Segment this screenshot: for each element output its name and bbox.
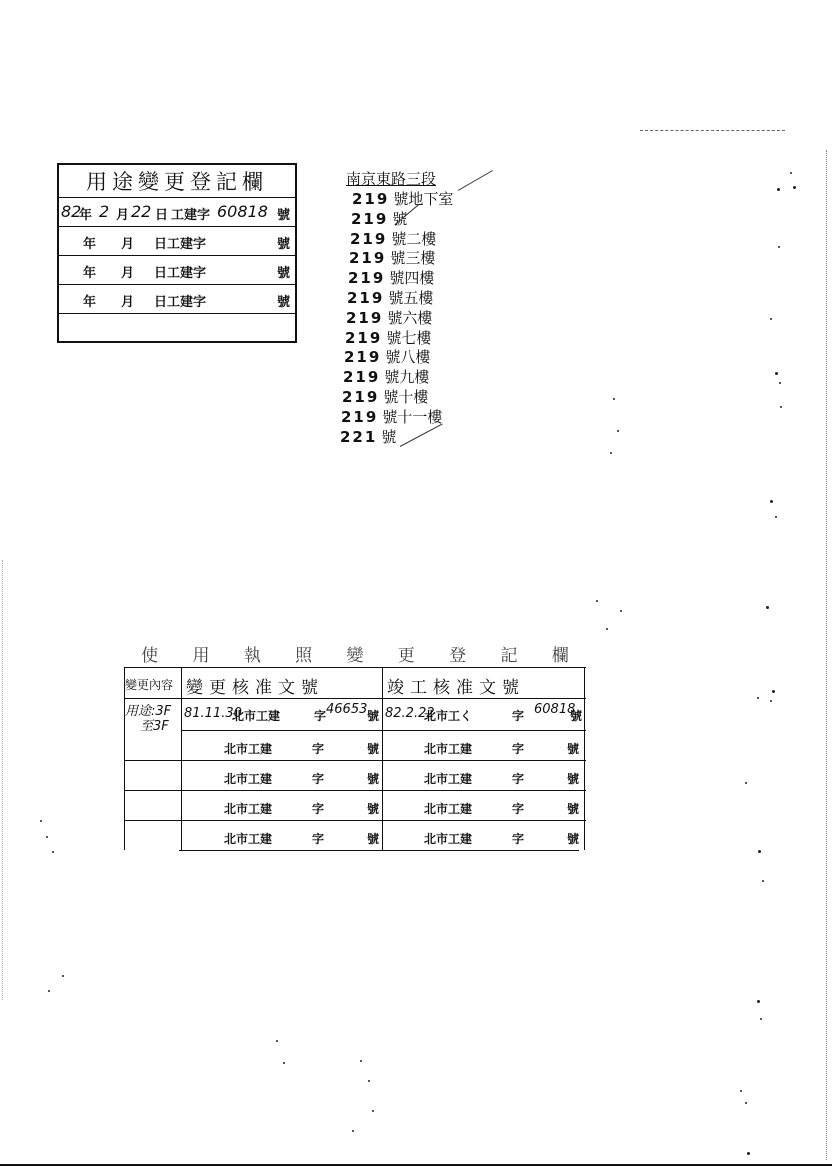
title-char: 欄 [551,646,569,666]
blank-number-unit: 號 [277,266,291,281]
blank-hao: 號 [567,742,580,756]
blank-zi: 字 [312,832,325,846]
address-floor: 號三樓 [390,249,436,268]
address-entry [343,366,429,387]
scan-speck [747,1152,750,1155]
completion-number: 60818 [534,702,576,717]
blank-zi: 字 [512,772,525,786]
blank-hao: 號 [567,802,580,816]
header-change-approval: 變更核准文號 [186,678,324,698]
blank-number-unit: 號 [277,295,291,310]
blank-office: 北市工建 [424,772,473,786]
address-floor: 號十樓 [383,388,429,406]
scan-speck [620,610,622,612]
blank-hao: 號 [367,832,380,846]
scan-speck [606,628,608,630]
address-floor: 號五樓 [388,289,434,307]
blank-month-unit: 月 [121,266,135,281]
blank-month-unit: 月 [121,237,135,252]
scan-speck [775,516,777,518]
grid-line [124,820,586,821]
scan-speck [757,697,759,699]
blank-zi: 字 [312,802,325,816]
address-number: 219 [347,289,385,307]
blank-hao: 號 [367,742,380,756]
scan-speck [779,382,781,384]
address-number: 219 [352,190,390,208]
grid-line [382,668,383,850]
blank-office: 北市工建 [224,742,273,756]
grid-line [181,668,182,850]
address-entry [351,208,407,229]
address-number: 219 [345,328,383,347]
scan-speck [610,452,612,454]
title-char: 登 [449,646,467,666]
scan-speck [352,1130,354,1132]
address-entry [349,247,435,268]
address-entry [342,386,428,407]
address-number: 219 [342,388,380,406]
address-number: 219 [349,249,387,268]
change-office: 北市工建 [232,709,281,723]
title-char: 照 [295,646,313,666]
blank-zi: 字 [312,742,325,756]
record-day-unit: 日 [155,208,169,223]
scan-speck [775,372,778,375]
title-char: 使 [141,646,159,666]
scan-speck [596,600,598,602]
record-day: 22 [131,202,152,221]
title-char: 變 [346,646,364,666]
blank-hao: 號 [567,772,580,786]
address-entry [350,228,436,249]
scan-speck [766,606,769,609]
scan-speck [770,700,772,702]
scan-speck [40,820,42,822]
blank-hao: 號 [567,832,580,846]
license-stamp-title [124,640,586,668]
record-office: 工建字 [171,208,211,223]
blank-zi: 字 [512,832,525,846]
address-entry [347,287,433,308]
completion-hao: 號 [570,709,583,723]
blank-office: 北市工建 [424,742,473,756]
blank-zi: 字 [512,802,525,816]
address-number: 219 [346,308,384,327]
address-floor: 號七樓 [386,328,432,347]
scan-edge-top [640,130,785,131]
grid-line [181,730,586,731]
change-hao: 號 [367,709,380,723]
scan-speck [745,782,747,784]
address-number: 219 [341,407,379,426]
address-floor: 號 [392,209,408,228]
change-content-line1: 用途:3F [125,704,172,719]
change-zi: 字 [314,709,327,723]
scan-speck [48,990,50,992]
scan-speck [52,851,54,853]
scan-speck [778,246,780,248]
scan-speck [757,1000,760,1003]
scan-speck [617,430,619,432]
blank-hao: 號 [367,772,380,786]
scan-speck [745,1102,747,1104]
stamp-title: 用途變更登記欄 [59,165,295,198]
blank-zi: 字 [312,772,325,786]
address-floor: 號九樓 [384,368,430,387]
address-entry [348,267,434,288]
address-floor: 號四樓 [389,269,435,288]
license-change-stamp [124,640,586,850]
blank-day-office: 日工建字 [154,295,207,310]
address-floor: 號二樓 [391,229,437,248]
address-entry [341,406,442,427]
stamp-record-row [59,198,295,227]
address-number: 219 [343,368,381,387]
blank-office: 北市工建 [424,832,473,846]
blank-month-unit: 月 [121,295,135,310]
scan-speck [770,318,772,320]
blank-office: 北市工建 [424,802,473,816]
scan-edge-right [826,150,827,1160]
address-floor: 號六樓 [387,308,433,327]
blank-year-unit: 年 [83,295,97,310]
scan-speck [770,500,773,503]
completion-office: 北市工く [424,709,473,723]
record-year: 82 [61,202,82,221]
address-entry [352,188,453,209]
stamp-blank-row [59,285,295,314]
record-month-unit: 月 [116,208,130,223]
address-entry [344,346,430,367]
scan-speck [276,1040,278,1042]
title-char: 記 [500,646,518,666]
grid-line [124,668,125,850]
header-change-content: 變更內容 [125,678,174,692]
record-month: 2 [99,202,110,221]
change-content-line2: 至3F [140,719,169,734]
scan-speck [777,188,780,191]
record-year-unit: 年 [79,208,93,223]
scan-speck [762,880,764,882]
stamp-blank-row [59,227,295,256]
scan-speck [772,690,775,693]
completion-zi: 字 [512,709,525,723]
handwritten-check-mark [458,170,493,191]
handwritten-check-mark [400,424,443,447]
scan-speck [62,975,64,977]
scan-speck [758,850,761,853]
blank-office: 北市工建 [224,772,273,786]
address-floor: 號十一樓 [382,407,443,426]
scan-speck [360,1060,362,1062]
scan-speck [740,1090,742,1092]
address-floor: 號地下室 [393,190,454,208]
record-number-unit: 號 [277,208,291,223]
change-number: 46653 [326,702,368,717]
blank-office: 北市工建 [224,832,273,846]
record-number: 60818 [217,202,268,221]
scan-speck [780,406,782,408]
scan-speck [613,398,615,400]
grid-line [179,850,579,851]
blank-zi: 字 [512,742,525,756]
title-char: 執 [243,646,261,666]
address-number: 219 [344,348,382,367]
blank-day-office: 日工建字 [154,237,207,252]
scan-speck [283,1062,285,1064]
blank-hao: 號 [367,802,380,816]
scan-speck [793,186,796,189]
grid-line [584,668,585,850]
scan-edge-bottom [0,1164,832,1166]
blank-day-office: 日工建字 [154,266,207,281]
address-entry [346,307,432,328]
blank-year-unit: 年 [83,266,97,281]
blank-office: 北市工建 [224,802,273,816]
scan-speck [790,172,792,174]
change-date: 81.11.30 [184,706,242,721]
address-floor: 號 [381,427,397,446]
header-completion-approval: 竣工核准文號 [387,678,525,698]
scan-speck [372,1110,374,1112]
scan-speck [368,1080,370,1082]
blank-number-unit: 號 [277,237,291,252]
title-char: 用 [192,646,210,666]
address-number: 219 [351,209,389,228]
address-entry [340,426,396,447]
scan-speck [760,1018,762,1020]
blank-year-unit: 年 [83,237,97,252]
address-entry [345,327,431,348]
grid-line [124,698,586,699]
scan-speck [46,836,48,838]
grid-line [124,760,586,761]
address-heading: 南京東路三段 [346,170,437,188]
address-number: 219 [350,229,388,248]
address-floor: 號八樓 [385,348,431,367]
usage-change-stamp [57,163,297,343]
completion-date: 82.2.22 [385,706,435,721]
title-char: 更 [397,646,415,666]
stamp-blank-row [59,256,295,285]
address-number: 219 [348,269,386,288]
grid-line [124,790,586,791]
scan-edge-left [2,560,3,1000]
address-number: 221 [340,427,378,446]
